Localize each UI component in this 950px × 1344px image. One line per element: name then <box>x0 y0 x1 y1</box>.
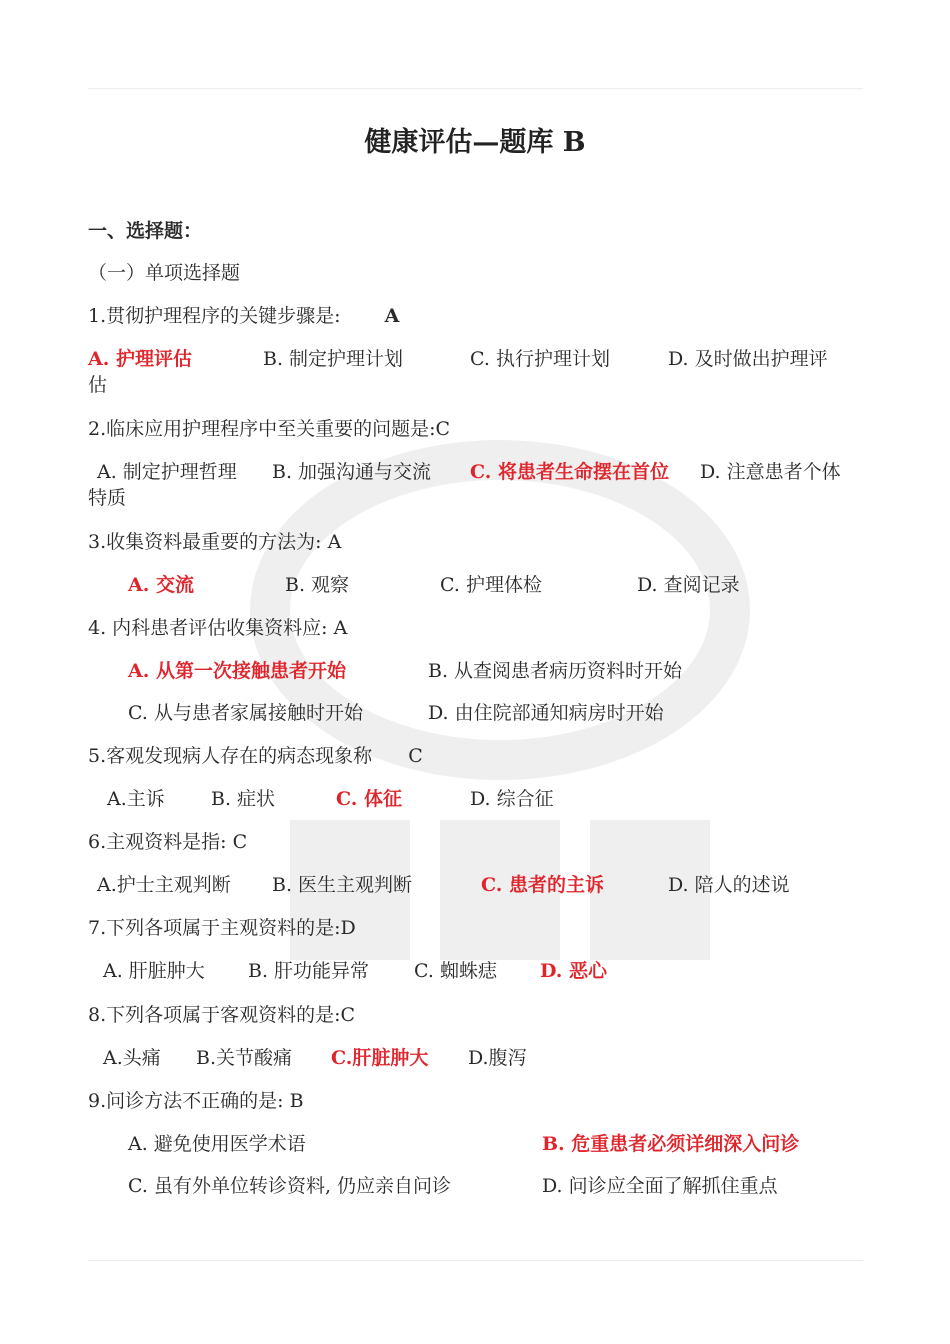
option: C. 执行护理计划 <box>470 348 610 370</box>
question-stem: 8.下列各项属于客观资料的是:C <box>88 1004 356 1026</box>
option: C. 虽有外单位转诊资料, 仍应亲自问诊 <box>128 1175 452 1197</box>
option: A.护士主观判断 <box>97 874 231 896</box>
option: A.头痛 <box>103 1047 161 1069</box>
option: B. 症状 <box>211 788 276 810</box>
option: D. 及时做出护理评 <box>668 348 828 370</box>
question-text: 1.贯彻护理程序的关键步骤是: <box>88 305 341 327</box>
option-correct: B. 危重患者必须详细深入问诊 <box>542 1133 800 1155</box>
option: B. 观察 <box>285 574 350 596</box>
bottom-rule <box>88 1260 863 1261</box>
option: D.腹泻 <box>468 1047 527 1069</box>
option: B. 制定护理计划 <box>263 348 404 370</box>
option: C. 从与患者家属接触时开始 <box>128 702 363 724</box>
option: A.主诉 <box>107 788 165 810</box>
question-stem <box>88 743 423 769</box>
option: C. 护理体检 <box>440 574 542 596</box>
option: D. 综合征 <box>470 788 554 810</box>
question-stem: 2.临床应用护理程序中至关重要的问题是:C <box>88 418 451 440</box>
option: B. 从查阅患者病历资料时开始 <box>428 660 683 682</box>
answer-key: C <box>408 745 423 767</box>
subsection-heading: （一）单项选择题 <box>88 262 241 284</box>
option-wrap: 估 <box>88 374 108 396</box>
answer-key: A <box>384 305 400 327</box>
question-stem: 3.收集资料最重要的方法为: A <box>88 531 342 553</box>
option: B.关节酸痛 <box>196 1047 293 1069</box>
option: C. 蜘蛛痣 <box>414 960 497 982</box>
option: D. 由住院部通知病房时开始 <box>428 702 664 724</box>
option-correct: C.肝脏肿大 <box>331 1047 429 1069</box>
option: A. 避免使用医学术语 <box>128 1133 306 1155</box>
option: D. 陪人的述说 <box>668 874 790 896</box>
option-correct: C. 患者的主诉 <box>481 874 605 896</box>
question-stem: 4. 内科患者评估收集资料应: A <box>88 617 348 639</box>
option-wrap: 特质 <box>88 487 127 509</box>
option: D. 问诊应全面了解抓住重点 <box>542 1175 778 1197</box>
section-heading: 一、选择题： <box>88 220 203 242</box>
option: D. 注意患者个体 <box>700 461 841 483</box>
option-correct: A. 交流 <box>128 574 194 596</box>
option-correct: A. 从第一次接触患者开始 <box>128 660 346 682</box>
option-correct: C. 体征 <box>336 788 403 810</box>
option-correct: A. 护理评估 <box>88 348 192 370</box>
option: A. 制定护理哲理 <box>97 461 237 483</box>
question-stem: 9.问诊方法不正确的是: B <box>88 1090 304 1112</box>
question-stem: 6.主观资料是指: C <box>88 831 248 853</box>
top-rule <box>88 88 863 89</box>
page-title: 健康评估—题库 B <box>364 127 586 158</box>
option: B. 医生主观判断 <box>272 874 413 896</box>
question-stem: 7.下列各项属于主观资料的是:D <box>88 917 356 939</box>
option-correct: C. 将患者生命摆在首位 <box>470 461 670 483</box>
question-text: 5.客观发现病人存在的病态现象称 <box>88 745 373 767</box>
option: D. 查阅记录 <box>637 574 740 596</box>
option-correct: D. 恶心 <box>540 960 608 982</box>
option: B. 肝功能异常 <box>248 960 370 982</box>
option: A. 肝脏肿大 <box>103 960 205 982</box>
question-stem <box>88 303 399 329</box>
option: B. 加强沟通与交流 <box>272 461 432 483</box>
